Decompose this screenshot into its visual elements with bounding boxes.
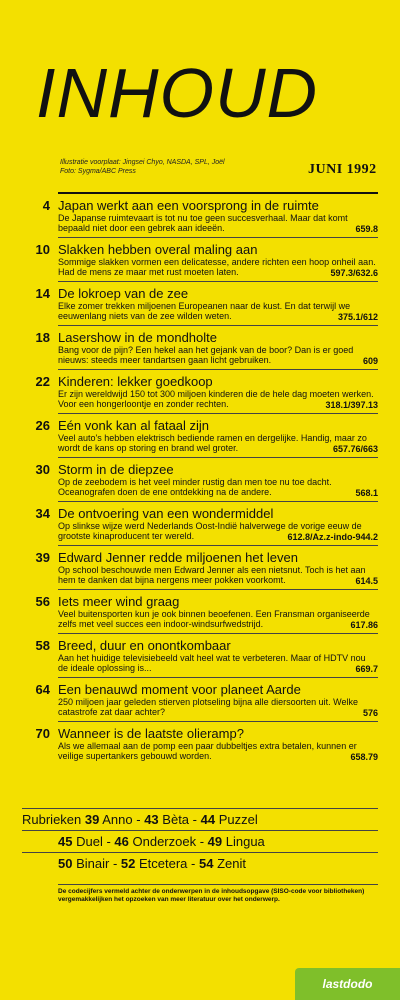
credits-line: Illustratie voorplaat: Jingsei Chyo, NASDA, SPL, Joël [60, 159, 225, 166]
entry-heading: Iets meer wind graag [58, 594, 180, 609]
rubriek-name: Zenit [217, 856, 246, 871]
page-number: 22 [35, 374, 50, 389]
entry-description: Als we allemaal aan de pomp een paar dubbeltjes extra betalen, kunnen er veilige supertankers gebouwd worden. [58, 741, 357, 761]
page-number: 70 [35, 726, 50, 741]
entry-description: 250 miljoen jaar geleden stierven plotseling bijna alle diersoorten uit. Welke catastrofe zat daar achter? [58, 697, 359, 717]
entry-description: Er zijn wereldwijd 150 tot 300 miljoen kinderen die de hele dag moeten werken. Voor een hongerloontje en zonder rechten. [58, 389, 374, 409]
rubriek-page-number: 44 [200, 812, 216, 827]
page-number: 64 [35, 682, 50, 697]
entry-heading: Breed, duur en onontkombaar [58, 638, 231, 653]
contents-entry [35, 413, 378, 457]
rubrieken-label: Rubrieken [22, 812, 82, 827]
page-number: 4 [42, 198, 50, 213]
entry-heading: Slakken hebben overal maling aan [58, 242, 258, 257]
siso-code: 318.1/397.13 [321, 400, 378, 410]
rubrieken-row [22, 852, 378, 875]
rubriek-name: Anno [102, 812, 133, 827]
entry-heading: Wanneer is de laatste olieramp? [58, 726, 244, 741]
contents-entry [35, 325, 378, 369]
entry-description: Op school beschouwde men Edward Jenner als een nietsnut. Toch is het aan hem te danken dat bijna nergens meer pokken voorkomt. [58, 565, 366, 585]
entry-description: Veel buitensporten kun je ook binnen beoefenen. Een Fransman organiseerde zelfs met veel succes een indoor-windsurfwedstrijd. [58, 609, 370, 629]
entry-heading: Japan werkt aan een voorsprong in de ruimte [58, 198, 319, 213]
siso-code: 669.7 [351, 664, 378, 674]
page-title: INHOUD [36, 54, 319, 132]
siso-code: 614.5 [351, 576, 378, 586]
rubriek-page-number: 49 [207, 834, 223, 849]
rubriek-page-number: 50 [58, 856, 73, 871]
contents-entry [35, 457, 378, 501]
page-number: 10 [35, 242, 50, 257]
rubriek-name: Lingua [225, 834, 265, 849]
contents-entry [35, 545, 378, 589]
rubriek-separator: - [187, 856, 199, 871]
page-number: 56 [35, 594, 50, 609]
rubriek-name: Etcetera [139, 856, 188, 871]
rubriek-page-number: 45 [58, 834, 73, 849]
contents-entry [35, 721, 378, 765]
contents-entry [35, 589, 378, 633]
rubriek-separator: - [189, 812, 201, 827]
page-number: 30 [35, 462, 50, 477]
rubrieken-items [58, 856, 246, 871]
entry-heading: Een benauwd moment voor planeet Aarde [58, 682, 301, 697]
entry-heading: De ontvoering van een wondermiddel [58, 506, 274, 521]
entry-heading: De lokroep van de zee [58, 286, 189, 301]
rubriek-name: Bèta [162, 812, 190, 827]
lastdodo-sticker: lastdodo [295, 968, 400, 1000]
contents-entry [35, 369, 378, 413]
rubriek-name: Binair [76, 856, 110, 871]
entry-description: Aan het huidige televisiebeeld valt heel wat te verbeteren. Maar of HDTV nou de ideale oplossing is... [58, 653, 366, 673]
rubriek-name: Duel [76, 834, 103, 849]
siso-code: 612.8/Az.z-indo-944.2 [283, 532, 378, 542]
rubriek-page-number: 52 [120, 856, 136, 871]
entry-description: Op slinkse wijze werd Nederlands Oost-Indië halverwege de vorige eeuw de grootste kinaproducent ter wereld. [58, 521, 362, 541]
cover-credits [60, 158, 225, 176]
entry-description: De Japanse ruimtevaart is tot nu toe geen succesverhaal. Maar dat komt bepaald niet door een gebrek aan ideeën. [58, 213, 348, 233]
siso-code: 576 [359, 708, 378, 718]
siso-code: 597.3/632.6 [326, 268, 378, 278]
contents-entry [35, 501, 378, 545]
siso-code: 658.79 [346, 752, 378, 762]
rubrieken-row [22, 830, 378, 853]
contents-entry [35, 237, 378, 281]
rubrieken-items [58, 834, 265, 849]
rubriek-separator: - [109, 856, 121, 871]
rubriek-separator: - [132, 812, 145, 827]
contents-entry [42, 192, 378, 237]
page-number: 18 [35, 330, 50, 345]
credits-line: Foto: Sygma/ABC Press [60, 168, 136, 175]
page-number: 26 [35, 418, 50, 433]
entry-description: Bang voor de pijn? Een hekel aan het gejank van de boor? Dan is er goed nieuws: steeds meer tandartsen gaan licht gebruiken. [58, 345, 354, 365]
entry-heading: Lasershow in de mondholte [58, 330, 217, 345]
entry-description: Sommige slakken vormen een delicatesse, andere richten een hoop onheil aan. Had de mens ze maar met rust moeten laten. [58, 257, 376, 277]
rubrieken-items [85, 812, 258, 827]
entry-heading: Eén vonk kan al fataal zijn [58, 418, 210, 433]
siso-footnote: De codecijfers vermeld achter de onderwerpen in de inhoudsopgave (SISO-code voor bibliotheken) vergemakkelijken het opzoeken van meer literatuur over het onderwerp. [58, 884, 378, 904]
entry-description: Elke zomer trekken miljoenen Europeanen naar de kust. En dat terwijl we eeuwenlang niets van de zee wilden weten. [58, 301, 351, 321]
entry-heading: Edward Jenner redde miljoenen het leven [58, 550, 298, 565]
rubriek-page-number: 39 [84, 812, 100, 827]
rubriek-page-number: 46 [114, 834, 129, 849]
rubriek-page-number: 43 [144, 812, 159, 827]
contents-entry [35, 677, 378, 721]
issue-date: JUNI 1992 [308, 162, 377, 177]
rubriek-name: Puzzel [218, 812, 258, 827]
siso-code: 659.8 [351, 224, 378, 234]
entry-heading: Storm in de diepzee [58, 462, 174, 477]
page-number: 39 [35, 550, 50, 565]
page-number: 14 [35, 286, 50, 301]
rubriek-name: Onderzoek [132, 834, 197, 849]
siso-code: 657.76/663 [329, 444, 378, 454]
siso-code: 609 [359, 356, 378, 366]
entry-description: Veel auto's hebben elektrisch bediende ramen en dergelijke. Handig, maar zo wordt de kans op storing en brand wel groter. [58, 433, 367, 453]
contents-list [0, 192, 400, 765]
siso-code: 568.1 [351, 488, 378, 498]
entry-heading: Kinderen: lekker goedkoop [58, 374, 213, 389]
siso-code: 375.1/612 [334, 312, 378, 322]
rubriek-page-number: 54 [198, 856, 214, 871]
contents-entry [35, 633, 378, 677]
page-number: 34 [35, 506, 50, 521]
entry-description: Op de zeebodem is het veel minder rustig dan men toe nu toe dacht. Oceanografen doen de ene ontdekking na de andere. [58, 477, 332, 497]
rubriek-separator: - [196, 834, 208, 849]
rubrieken-row [22, 808, 378, 831]
siso-code: 617.86 [346, 620, 378, 630]
page-number: 58 [35, 638, 50, 653]
rubriek-separator: - [102, 834, 115, 849]
contents-entry [35, 281, 378, 325]
